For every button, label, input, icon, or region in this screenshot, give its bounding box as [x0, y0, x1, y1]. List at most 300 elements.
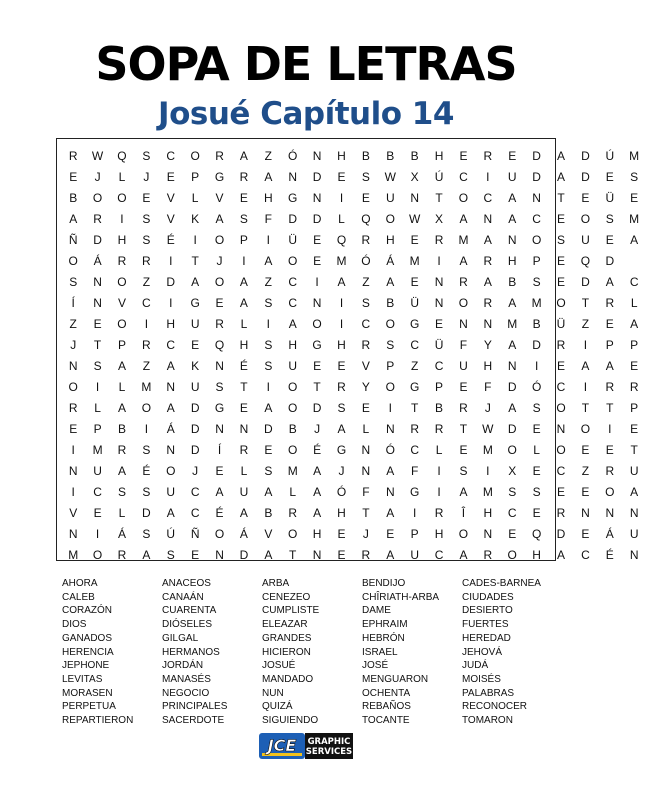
grid-cell: U — [288, 359, 298, 373]
word-column — [162, 577, 262, 728]
grid-cell: Á — [386, 254, 395, 268]
word-item: DIÓSELES — [162, 619, 213, 631]
word-item: MANDADO — [262, 673, 314, 685]
word-item: MOISÉS — [462, 673, 501, 685]
grid-cell: E — [337, 548, 346, 562]
grid-cell: J — [94, 170, 101, 184]
grid-cell: E — [313, 359, 322, 373]
grid-cell: P — [532, 254, 541, 268]
word-item: RECONOCER — [462, 701, 528, 713]
grid-cell: O — [117, 191, 127, 205]
grid-cell: I — [169, 296, 173, 310]
grid-cell: U — [190, 317, 200, 331]
grid-cell: V — [264, 527, 273, 541]
grid-cell: Í — [217, 443, 222, 457]
grid-cell: B — [386, 296, 395, 310]
grid-cell: J — [143, 170, 150, 184]
word-item: ISRAEL — [362, 646, 398, 658]
grid-cell: E — [581, 527, 590, 541]
grid-cell: Ñ — [68, 233, 78, 247]
grid-cell: E — [557, 485, 566, 499]
grid-cell: V — [117, 296, 126, 310]
grid-cell: D — [605, 254, 615, 268]
grid-cell: J — [192, 464, 199, 478]
grid-cell: Z — [410, 359, 419, 373]
grid-row — [61, 146, 646, 167]
word-item: JEHOVÁ — [462, 646, 503, 658]
grid-cell: P — [93, 422, 102, 436]
grid-cell: E — [361, 191, 370, 205]
grid-cell: A — [459, 212, 468, 226]
grid-cell: A — [117, 401, 126, 415]
grid-cell: J — [362, 527, 369, 541]
grid-cell: J — [70, 338, 77, 352]
grid-cell: H — [434, 527, 444, 541]
grid-cell: S — [142, 212, 151, 226]
grid-cell: D — [288, 212, 298, 226]
grid-cell: A — [386, 506, 395, 520]
grid-cell: A — [239, 296, 248, 310]
grid-cell: I — [486, 464, 490, 478]
grid-cell: A — [630, 317, 639, 331]
grid-cell: H — [532, 548, 541, 562]
grid-cell: E — [630, 191, 639, 205]
grid-cell: Ü — [556, 317, 566, 331]
word-item: CANAÁN — [162, 591, 204, 603]
grid-cell: A — [557, 170, 566, 184]
grid-cell: O — [605, 485, 615, 499]
grid-cell: U — [239, 485, 249, 499]
grid-cell: M — [287, 464, 298, 478]
grid-cell: O — [580, 422, 591, 436]
grid-cell: M — [458, 233, 469, 247]
grid-cell: Y — [483, 338, 492, 352]
grid-cell: A — [264, 254, 273, 268]
grid-cell: J — [314, 422, 321, 436]
grid-cell: A — [557, 149, 566, 163]
grid-cell: Q — [117, 149, 127, 163]
grid-cell: I — [339, 191, 344, 205]
grid-cell: W — [91, 149, 104, 163]
word-item: PERPETUA — [62, 701, 116, 713]
grid-cell: B — [69, 191, 78, 205]
grid-cell: V — [166, 212, 175, 226]
grid-cell: A — [386, 275, 395, 289]
grid-cell: A — [508, 191, 517, 205]
grid-cell: O — [190, 149, 200, 163]
grid-cell: P — [410, 527, 419, 541]
grid-cell: G — [409, 317, 420, 331]
grid-cell: A — [337, 422, 346, 436]
grid-row — [61, 440, 646, 461]
grid-cell: C — [410, 338, 419, 352]
grid-cell: O — [385, 380, 395, 394]
grid-cell: G — [214, 170, 225, 184]
grid-cell: A — [264, 170, 273, 184]
grid-cell: C — [556, 380, 566, 394]
grid-cell: A — [386, 548, 395, 562]
grid-cell: M — [531, 296, 542, 310]
grid-cell: A — [313, 485, 322, 499]
grid-cell: N — [434, 275, 444, 289]
grid-cell: A — [191, 275, 200, 289]
grid-cell: Z — [581, 464, 590, 478]
grid-cell: O — [68, 254, 78, 268]
word-item: CALEB — [62, 591, 95, 603]
grid-cell: I — [95, 380, 100, 394]
grid-cell: A — [117, 359, 126, 373]
grid-cell: R — [483, 548, 493, 562]
word-item: CUMPLISTE — [262, 605, 320, 617]
grid-cell: O — [288, 527, 298, 541]
grid-cell: S — [142, 233, 151, 247]
grid-cell: B — [264, 506, 273, 520]
grid-cell: S — [215, 380, 224, 394]
grid-cell: A — [508, 401, 517, 415]
grid-row — [61, 419, 646, 440]
grid-cell: H — [337, 506, 346, 520]
grid-cell: D — [532, 170, 541, 184]
grid-cell: A — [264, 485, 273, 499]
word-item: GRANDES — [262, 632, 312, 644]
grid-cell: S — [557, 233, 566, 247]
grid-cell: H — [117, 233, 127, 247]
word-item: HICIERON — [262, 646, 311, 658]
grid-cell: M — [629, 149, 640, 163]
grid-cell: Z — [362, 275, 370, 289]
grid-cell: N — [166, 443, 176, 457]
grid-cell: A — [459, 548, 468, 562]
grid-cell: S — [93, 359, 102, 373]
grid-cell: V — [69, 506, 78, 520]
word-item: ANACEOS — [162, 578, 211, 589]
grid-cell: L — [240, 464, 248, 478]
grid-cell: P — [605, 338, 614, 352]
word-item: JOSÉ — [362, 660, 389, 672]
grid-cell: M — [629, 212, 640, 226]
grid-cell: O — [68, 380, 78, 394]
word-item: NEGOCIO — [162, 687, 210, 699]
grid-cell: H — [434, 149, 444, 163]
grid-cell: Ü — [434, 338, 444, 352]
grid-cell: E — [581, 443, 590, 457]
word-item: NUN — [262, 687, 284, 699]
grid-cell: O — [580, 212, 591, 226]
grid-cell: A — [69, 212, 78, 226]
grid-cell: I — [266, 317, 270, 331]
grid-cell: O — [288, 380, 298, 394]
grid-cell: T — [606, 401, 614, 415]
grid-cell: B — [288, 422, 297, 436]
grid-cell: C — [410, 443, 419, 457]
grid-cell: A — [508, 296, 517, 310]
grid-cell: E — [239, 401, 248, 415]
grid-cell: U — [629, 527, 639, 541]
grid-cell: N — [507, 233, 517, 247]
grid-cell: S — [264, 359, 273, 373]
grid-cell: E — [191, 338, 200, 352]
grid-row — [61, 188, 646, 209]
grid-row — [61, 293, 646, 314]
grid-cell: E — [337, 527, 346, 541]
grid-cell: A — [166, 401, 175, 415]
grid-cell: H — [337, 338, 346, 352]
grid-cell: G — [409, 485, 420, 499]
grid-cell: T — [459, 422, 468, 436]
grid-cell: C — [507, 506, 517, 520]
grid-cell: E — [630, 422, 639, 436]
grid-row — [61, 230, 646, 251]
grid-cell: P — [191, 170, 200, 184]
grid-cell: O — [141, 401, 152, 415]
grid-cell: D — [263, 422, 273, 436]
word-item: DIOS — [62, 619, 87, 631]
grid-cell: Á — [239, 527, 248, 541]
grid-cell: D — [190, 443, 200, 457]
grid-cell: V — [166, 191, 175, 205]
grid-cell: Ó — [361, 254, 371, 268]
grid-cell: É — [166, 233, 175, 247]
grid-cell: I — [412, 506, 417, 520]
grid-cell: E — [337, 170, 346, 184]
grid-cell: E — [605, 233, 614, 247]
grid-cell: Z — [264, 149, 272, 163]
grid-cell: U — [385, 191, 395, 205]
letter-grid-frame — [56, 138, 640, 562]
grid-cell: Ü — [605, 191, 615, 205]
grid-cell: N — [581, 506, 590, 520]
grid-cell: E — [215, 464, 224, 478]
word-item: MENGUARON — [362, 673, 429, 685]
grid-cell: T — [435, 191, 443, 205]
grid-cell: D — [239, 548, 249, 562]
grid-cell: Z — [581, 317, 590, 331]
grid-cell: R — [459, 401, 468, 415]
grid-cell: F — [459, 338, 468, 352]
grid-cell: A — [166, 359, 175, 373]
brand-logo — [259, 733, 353, 759]
grid-cell: O — [458, 296, 469, 310]
grid-cell: E — [166, 170, 175, 184]
grid-cell: E — [386, 527, 395, 541]
grid-row — [61, 524, 646, 545]
grid-cell: A — [459, 485, 468, 499]
word-item: EPHRAIM — [362, 619, 408, 631]
grid-cell: E — [435, 317, 444, 331]
grid-cell: Z — [142, 359, 151, 373]
grid-cell: Ó — [336, 485, 347, 499]
word-item: SIGUIENDO — [262, 715, 319, 727]
grid-cell: G — [336, 443, 347, 457]
grid-cell: S — [630, 170, 639, 184]
grid-cell: N — [434, 296, 444, 310]
grid-cell: D — [507, 380, 517, 394]
grid-cell: A — [630, 233, 639, 247]
grid-cell: T — [191, 254, 199, 268]
grid-cell: K — [191, 359, 200, 373]
grid-cell: P — [630, 401, 639, 415]
grid-cell: W — [409, 212, 421, 226]
grid-cell: E — [337, 359, 346, 373]
grid-cell: C — [190, 485, 200, 499]
grid-cell: R — [215, 149, 224, 163]
grid-cell: Î — [461, 506, 466, 520]
grid-cell: D — [190, 401, 200, 415]
grid-cell: N — [312, 296, 322, 310]
grid-cell: A — [630, 485, 639, 499]
grid-cell: H — [385, 233, 395, 247]
word-item: CENEZEO — [262, 591, 311, 603]
grid-cell: E — [557, 275, 566, 289]
grid-cell: C — [166, 149, 176, 163]
grid-cell: L — [630, 296, 638, 310]
grid-cell: D — [312, 170, 322, 184]
grid-cell: N — [361, 464, 371, 478]
grid-cell: Q — [580, 254, 591, 268]
grid-cell: R — [434, 506, 444, 520]
grid-cell: I — [608, 422, 612, 436]
grid-cell: L — [118, 170, 126, 184]
word-item: GILGAL — [162, 632, 199, 644]
grid-cell: V — [215, 191, 224, 205]
grid-cell: L — [191, 191, 199, 205]
grid-cell: H — [507, 254, 517, 268]
grid-cell: O — [458, 527, 469, 541]
grid-cell: O — [507, 443, 517, 457]
grid-cell: F — [362, 485, 370, 499]
word-item: HEREDAD — [462, 632, 511, 644]
grid-cell: U — [190, 380, 200, 394]
grid-cell: I — [193, 233, 197, 247]
grid-cell: C — [190, 506, 200, 520]
grid-cell: N — [361, 443, 371, 457]
grid-cell: R — [117, 254, 127, 268]
grid-cell: F — [264, 212, 272, 226]
grid-cell: E — [532, 506, 541, 520]
logo-mark: JCE — [267, 736, 297, 755]
word-item: FUERTES — [462, 619, 509, 631]
grid-cell: Ú — [434, 170, 444, 184]
grid-cell: H — [483, 359, 493, 373]
grid-cell: E — [605, 170, 614, 184]
grid-cell: S — [508, 485, 517, 499]
grid-cell: S — [142, 149, 151, 163]
grid-cell: S — [459, 464, 468, 478]
word-item: MORASEN — [62, 687, 113, 699]
grid-cell: A — [557, 548, 566, 562]
grid-cell: D — [312, 401, 322, 415]
word-item: JOSUÉ — [262, 660, 296, 672]
grid-cell: N — [483, 527, 493, 541]
grid-cell: S — [264, 464, 273, 478]
word-column — [462, 577, 562, 728]
grid-cell: N — [68, 359, 78, 373]
grid-cell: P — [630, 338, 639, 352]
grid-cell: Ú — [166, 527, 176, 541]
grid-cell: A — [264, 548, 273, 562]
grid-cell: N — [483, 212, 493, 226]
grid-cell: W — [384, 170, 396, 184]
grid-row — [61, 461, 646, 482]
grid-cell: T — [362, 506, 370, 520]
grid-cell: R — [556, 338, 566, 352]
grid-cell: B — [410, 149, 419, 163]
grid-cell: A — [239, 149, 248, 163]
grid-row — [61, 398, 646, 419]
grid-cell: O — [92, 548, 103, 562]
grid-cell: I — [242, 254, 246, 268]
grid-cell: T — [410, 401, 419, 415]
grid-cell: Q — [531, 527, 542, 541]
grid-cell: R — [605, 380, 615, 394]
grid-cell: Z — [142, 275, 151, 289]
grid-cell: N — [312, 149, 322, 163]
grid-cell: I — [71, 485, 75, 499]
word-list — [62, 577, 562, 728]
grid-cell: O — [312, 317, 322, 331]
grid-cell: E — [532, 422, 541, 436]
grid-cell: B — [386, 149, 395, 163]
grid-cell: R — [239, 170, 249, 184]
grid-cell: E — [532, 464, 541, 478]
grid-cell: L — [240, 317, 248, 331]
grid-cell: A — [288, 317, 297, 331]
grid-cell: A — [483, 275, 492, 289]
grid-cell: R — [117, 443, 127, 457]
grid-cell: C — [288, 275, 298, 289]
grid-cell: N — [507, 359, 517, 373]
grid-cell: U — [93, 464, 102, 478]
word-column — [62, 577, 162, 728]
grid-cell: G — [190, 296, 200, 310]
grid-cell: M — [68, 548, 79, 562]
grid-cell: I — [437, 254, 441, 268]
grid-cell: E — [313, 254, 322, 268]
grid-cell: A — [459, 254, 468, 268]
grid-cell: M — [409, 254, 420, 268]
grid-cell: G — [288, 191, 298, 205]
grid-cell: N — [483, 317, 493, 331]
grid-cell: M — [141, 380, 152, 394]
grid-cell: E — [215, 296, 224, 310]
grid-cell: N — [215, 359, 224, 373]
grid-cell: L — [435, 443, 443, 457]
word-item: PALABRAS — [462, 687, 515, 699]
grid-cell: D — [312, 212, 322, 226]
grid-cell: A — [581, 359, 590, 373]
grid-cell: R — [605, 464, 615, 478]
word-item: MANASÉS — [162, 673, 211, 685]
grid-cell: L — [118, 380, 126, 394]
grid-cell: I — [534, 359, 539, 373]
grid-cell: S — [532, 485, 541, 499]
grid-cell: Ñ — [190, 527, 200, 541]
grid-cell: I — [144, 317, 149, 331]
word-item: TOMARON — [462, 715, 513, 727]
grid-cell: C — [629, 275, 639, 289]
grid-cell: N — [410, 191, 419, 205]
grid-cell: A — [313, 506, 322, 520]
grid-cell: N — [605, 506, 615, 520]
grid-cell: V — [361, 359, 370, 373]
grid-cell: D — [142, 506, 151, 520]
grid-cell: E — [557, 359, 566, 373]
grid-cell: S — [264, 296, 273, 310]
grid-cell: S — [264, 338, 273, 352]
grid-cell: L — [362, 422, 370, 436]
grid-cell: O — [288, 401, 298, 415]
word-item: DAME — [362, 605, 391, 617]
